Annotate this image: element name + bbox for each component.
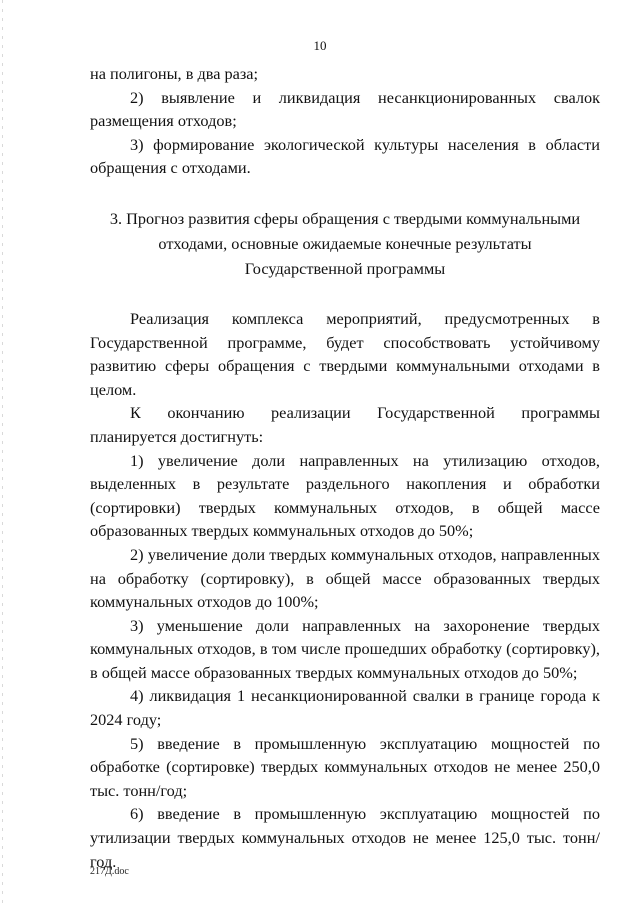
footer-filename: 217Д.doc xyxy=(90,866,129,877)
result-item-4: 4) ликвидация 1 несанкционированной свалки в границе города к 2024 году; xyxy=(90,686,600,730)
scan-margin-mark xyxy=(2,0,3,905)
page-number: 10 xyxy=(313,38,327,53)
paragraph-intro: Реализация комплекса мероприятий, предусмотренных в Государственной программе, будет способствовать устойчивому развитию сферы обращения с твердыми коммунальными отходами в целом. xyxy=(90,308,600,399)
section-title: 3. Прогноз развития сферы обращения с твердыми коммунальными отходами, основные ожидаемые конечные результаты Государственной программы xyxy=(109,208,581,278)
result-item-5: 5) введение в промышленную эксплуатацию мощностей по обработке (сортировке) твердых коммунальных отходов не менее 250,0 тыс. тонн/год; xyxy=(90,733,600,800)
paragraph-continuation: на полигоны, в два раза; xyxy=(90,64,259,83)
document-body xyxy=(90,62,600,873)
paragraph-goals-lead: К окончанию реализации Государственной программы планируется достигнуть: xyxy=(90,403,600,446)
list-item-3: 3) формирование экологической культуры населения в области обращения с отходами. xyxy=(90,134,600,178)
result-item-2: 2) увеличение доли твердых коммунальных отходов, направленных на обработку (сортировку), в общей массе образованных твердых коммунальных отходов до 100%; xyxy=(90,544,600,612)
list-item-2: 2) выявление и ликвидация несанкционированных свалок размещения отходов; xyxy=(90,87,600,131)
result-item-3: 3) уменьшение доли направленных на захоронение твердых коммунальных отходов, в том числе прошедших обработку (сортировку), в общей массе образованных твердых коммунальных отходов до 50%; xyxy=(90,615,600,682)
result-item-6: 6) введение в промышленную эксплуатацию мощностей по утилизации твердых коммунальных отходов не менее 125,0 тыс. тонн/год. xyxy=(90,804,600,871)
result-item-1: 1) увеличение доли направленных на утилизацию отходов, выделенных в результате раздельного накопления и обработки (сортировки) твердых коммунальных отходов, в общей массе образованных твердых коммунальных отходов до 50%; xyxy=(90,450,600,541)
